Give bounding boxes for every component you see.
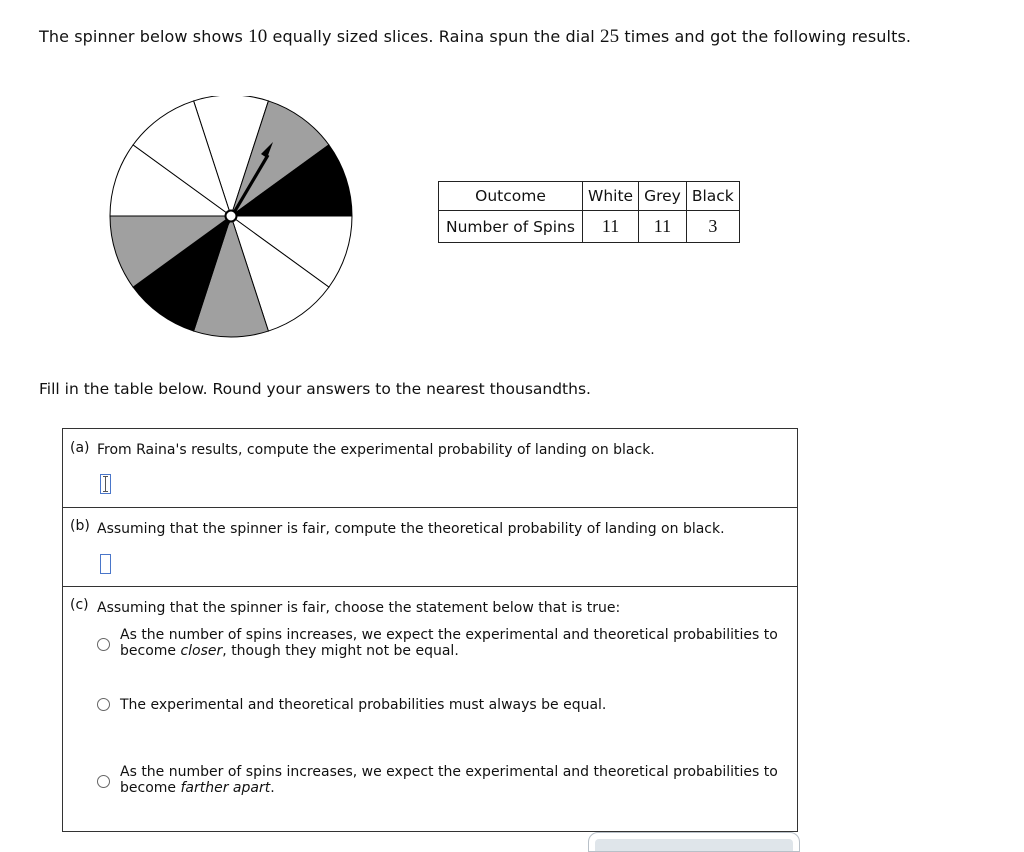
question-a-text: From Raina's results, compute the experimental probability of landing on black. [97,442,655,458]
count-grey: 11 [639,211,687,243]
option-3-become: become [120,780,181,796]
problem-intro [39,26,911,48]
outcome-grey: Grey [639,182,687,211]
question-a-label: (a) [70,440,90,456]
bottom-button-fill [595,839,793,851]
option-1-emphasis: closer [180,643,223,659]
question-c-label: (c) [70,597,89,613]
outcome-header: Outcome [439,182,583,211]
option-1-become: become [120,643,181,659]
option-3-tail: . [270,780,275,796]
spins-header: Number of Spins [439,211,583,243]
intro-text-2: equally sized slices. Raina spun the dial [267,27,600,46]
spins-row [439,211,740,243]
option-1-radio[interactable] [97,638,110,651]
bottom-action-button[interactable] [588,832,800,852]
outcome-black: Black [686,182,739,211]
option-3-radio[interactable] [97,775,110,788]
answer-b-input[interactable] [100,554,111,574]
option-3-emphasis: farther apart [180,780,271,796]
intro-text-1: The spinner below shows [39,27,249,46]
option-3-line1: As the number of spins increases, we expect the experimental and theoretical probabilities to [120,764,778,780]
question-b-text: Assuming that the spinner is fair, compute the theoretical probability of landing on black. [97,521,725,537]
spinner-image [107,96,355,344]
outcome-white: White [583,182,639,211]
spinner-hub [226,211,237,222]
intro-text-3: times and got the following results. [619,27,912,46]
answer-a-input[interactable] [100,474,111,494]
option-3-label[interactable] [120,764,778,796]
option-1-tail: , though they might not be equal. [222,643,459,659]
option-2-label[interactable]: The experimental and theoretical probabilities must always be equal. [120,697,607,713]
results-table [438,181,740,243]
slice-count: 10 [248,26,268,47]
question-b-label: (b) [70,518,90,534]
instructions: Fill in the table below. Round your answers to the nearest thousandths. [39,380,591,398]
text-cursor-icon [105,476,106,492]
option-1-line1: As the number of spins increases, we expect the experimental and theoretical probabilities to [120,627,778,643]
outcome-row [439,182,740,211]
spin-count: 25 [599,26,620,47]
count-white: 11 [583,211,639,243]
option-1-label[interactable] [120,627,778,659]
count-black: 3 [686,211,739,243]
option-2-radio[interactable] [97,698,110,711]
option-1-line2 [120,643,778,659]
question-c-text: Assuming that the spinner is fair, choose the statement below that is true: [97,600,621,616]
question-b [62,507,798,587]
question-c [62,586,798,832]
option-3-line2 [120,780,778,796]
question-a [62,428,798,508]
